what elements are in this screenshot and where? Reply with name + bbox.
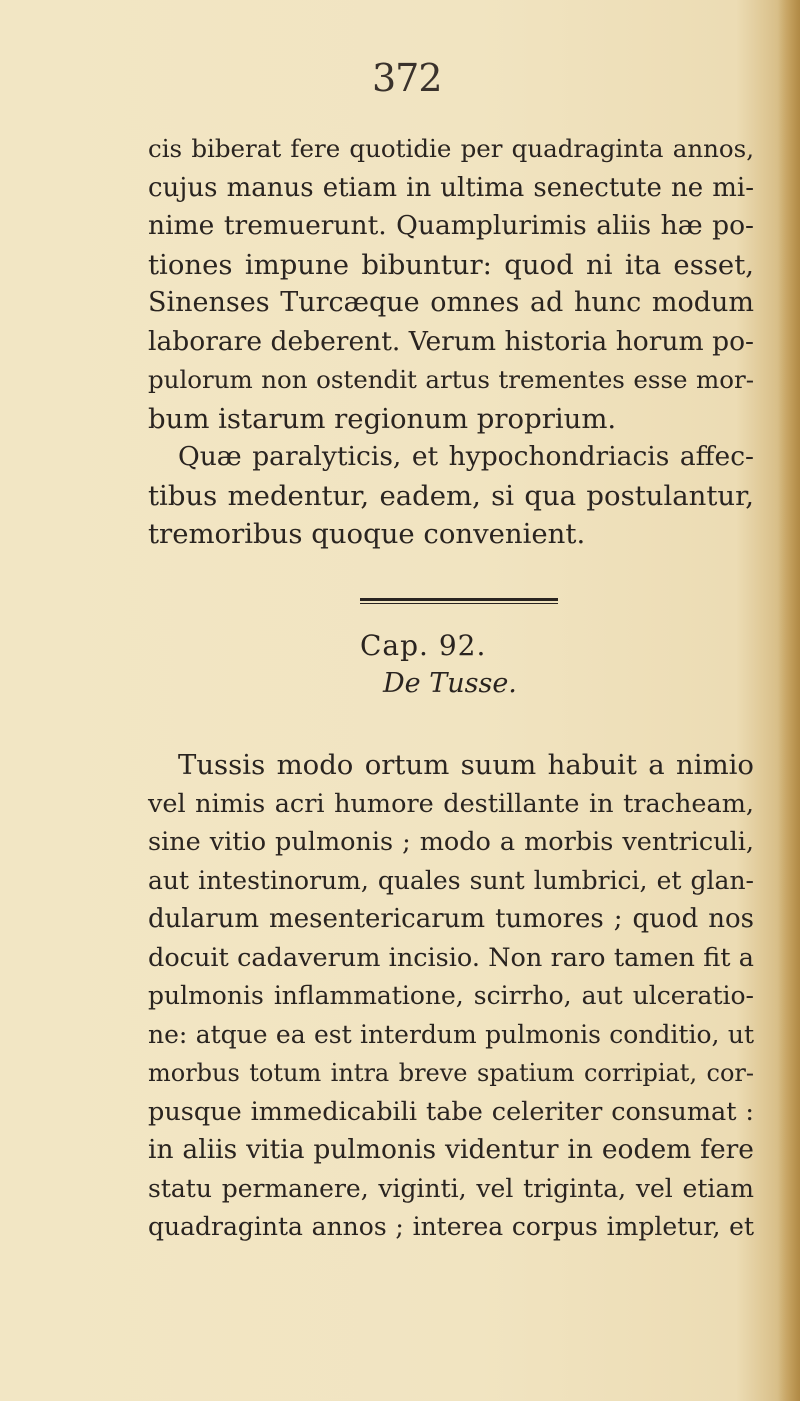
text-line: pusque immedicabili tabe celeriter consumat : — [148, 1096, 754, 1127]
chapter-subtitle: De Tusse. — [383, 668, 517, 699]
page-number: 372 — [372, 56, 442, 100]
chapter-title: Cap. 92. — [360, 629, 487, 662]
text-line: statu permanere, viginti, vel triginta, vel etiam — [148, 1173, 754, 1203]
text-line: Tussis modo ortum suum habuit a nimio — [178, 749, 754, 781]
text-line: pulorum non ostendit artus trementes esse mor- — [148, 365, 754, 394]
text-line: docuit cadaverum incisio. Non raro tamen fit a — [148, 942, 754, 973]
text-line: cujus manus etiam in ultima senectute ne mi- — [148, 172, 754, 203]
text-line: ne: atque ea est interdum pulmonis conditio, ut — [148, 1019, 754, 1049]
text-line: in aliis vitia pulmonis videntur in eodem fere — [148, 1134, 754, 1165]
text-line: bum istarum regionum proprium. — [148, 402, 617, 435]
text-line: tibus medentur, eadem, si qua postulantur, — [148, 479, 754, 512]
text-line: tiones impune bibuntur: quod ni ita esset, — [148, 248, 754, 281]
text-line: morbus totum intra breve spatium corripiat, cor- — [148, 1059, 754, 1087]
text-block-upper — [148, 130, 754, 554]
text-line: tremoribus quoque convenient. — [148, 518, 586, 550]
text-line: vel nimis acri humore destillante in tracheam, — [148, 788, 754, 819]
text-line: laborare deberent. Verum historia horum po- — [148, 325, 754, 357]
text-line: dularum mesentericarum tumores ; quod nos — [148, 904, 754, 934]
text-line: cis biberat fere quotidie per quadraginta annos, — [148, 134, 754, 163]
text-line: sine vitio pulmonis ; modo a morbis ventriculi, — [148, 827, 754, 857]
text-line: Sinenses Turcæque omnes ad hunc modum — [148, 287, 754, 318]
text-line: aut intestinorum, quales sunt lumbrici, et glan- — [148, 865, 754, 895]
section-divider-rule — [360, 598, 558, 604]
page-edge-shadow — [778, 0, 800, 1401]
text-line: pulmonis inflammatione, scirrho, aut ulceratio- — [148, 981, 754, 1010]
text-line: nime tremuerunt. Quamplurimis aliis hæ po- — [148, 210, 754, 241]
text-line: quadraginta annos ; interea corpus impletur, et — [148, 1212, 754, 1241]
text-line: Quæ paralyticis, et hypochondriacis affec- — [178, 441, 754, 472]
text-block-lower — [148, 746, 754, 1247]
